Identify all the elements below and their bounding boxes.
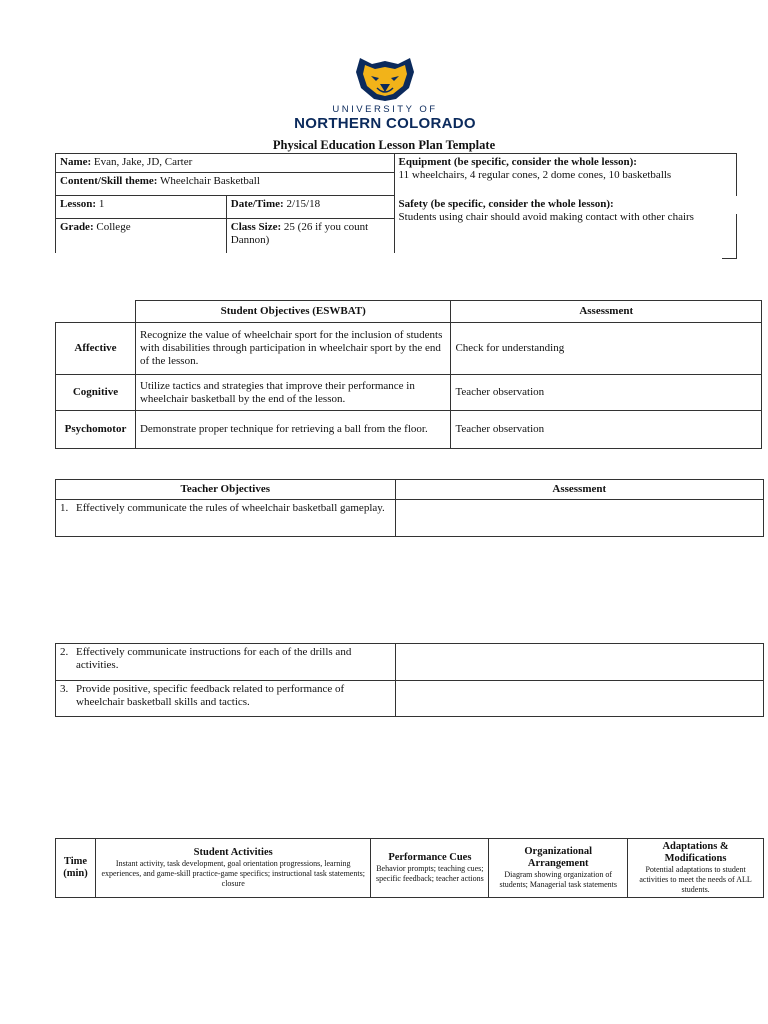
organizational-header-cell bbox=[489, 839, 628, 898]
grade-value: College bbox=[96, 221, 131, 233]
lesson-value: 1 bbox=[98, 198, 105, 210]
info-table-right-edge bbox=[736, 214, 737, 259]
lesson-label: Lesson: bbox=[60, 198, 97, 210]
domain-affective: Affective bbox=[56, 323, 136, 375]
safety-cell bbox=[394, 196, 736, 254]
adaptations-subtext: Potential adaptations to student activities to meet the needs of ALL students. bbox=[639, 865, 752, 894]
logo-university-name: NORTHERN COLORADO bbox=[294, 115, 476, 132]
theme-value: Wheelchair Basketball bbox=[160, 175, 260, 187]
university-logo bbox=[290, 52, 480, 132]
name-label: Name: bbox=[60, 156, 92, 168]
teacher-objective-number: 3. bbox=[60, 683, 69, 695]
equipment-label: Equipment (be specific, consider the whole lesson): bbox=[398, 156, 637, 168]
teacher-objective-text: Effectively communicate instructions for each of the drills and activities. bbox=[76, 646, 352, 671]
student-activities-header: Student Activities bbox=[193, 847, 273, 858]
teacher-objective-text: Provide positive, specific feedback related to performance of wheelchair basketball skills and tactics. bbox=[76, 683, 345, 708]
theme-label: Content/Skill theme: bbox=[60, 175, 158, 187]
safety-value: Students using chair should avoid making contact with other chairs bbox=[398, 210, 694, 223]
performance-cues-subtext: Behavior prompts; teaching cues; specific feedback; teacher actions bbox=[376, 864, 484, 883]
adaptations-header-cell bbox=[628, 839, 764, 898]
performance-cues-header-cell bbox=[371, 839, 489, 898]
equipment-cell bbox=[394, 154, 736, 196]
teacher-assessment-header: Assessment bbox=[395, 480, 763, 500]
classsize-value: 25 (26 if you count Dannon) bbox=[230, 221, 369, 246]
teacher-objective-number: 1. bbox=[60, 502, 69, 514]
lesson-cell bbox=[56, 196, 227, 219]
objective-row bbox=[56, 323, 762, 375]
student-objectives-blank-header bbox=[56, 301, 136, 323]
datetime-label: Date/Time: bbox=[230, 198, 284, 210]
student-activities-header-cell bbox=[95, 839, 370, 898]
objective-text: Utilize tactics and strategies that improve their performance in wheelchair basketball by the end of the lesson. bbox=[135, 375, 450, 411]
student-activities-subtext: Instant activity, task development, goal orientation progressions, learning experiences, and game-skill practice-game specifics; instructional task statements; closure bbox=[101, 859, 365, 888]
theme-cell bbox=[56, 173, 395, 196]
teacher-objective-text: Effectively communicate the rules of wheelchair basketball gameplay. bbox=[76, 502, 385, 514]
equipment-value: 11 wheelchairs, 4 regular cones, 2 dome cones, 10 basketballs bbox=[398, 169, 672, 181]
name-cell bbox=[56, 154, 395, 173]
teacher-objective-row bbox=[56, 500, 764, 537]
classsize-cell bbox=[226, 219, 394, 254]
teacher-objective-cell bbox=[56, 500, 396, 537]
teacher-objective-number: 2. bbox=[60, 646, 69, 658]
domain-cognitive: Cognitive bbox=[56, 375, 136, 411]
objective-text: Demonstrate proper technique for retrieving a ball from the floor. bbox=[135, 411, 450, 449]
logo-university-of: UNIVERSITY OF bbox=[332, 104, 438, 115]
organizational-header: Organizational Arrangement bbox=[524, 846, 593, 869]
safety-label: Safety (be specific, consider the whole lesson): bbox=[398, 197, 614, 210]
bear-head-icon bbox=[348, 52, 422, 102]
teacher-objective-cell bbox=[56, 681, 396, 717]
objective-row bbox=[56, 375, 762, 411]
teacher-objective-row bbox=[56, 644, 764, 681]
student-objectives-table bbox=[55, 300, 762, 449]
time-header bbox=[56, 839, 96, 898]
time-header-label: Time (min) bbox=[63, 856, 88, 879]
teacher-objective-row bbox=[56, 681, 764, 717]
adaptations-header: Adaptations & Modifications bbox=[662, 841, 729, 864]
objective-row bbox=[56, 411, 762, 449]
datetime-cell bbox=[226, 196, 394, 219]
teacher-objectives-table bbox=[55, 479, 764, 537]
organizational-subtext: Diagram showing organization of students; Managerial task statements bbox=[499, 870, 617, 889]
page-title: Physical Education Lesson Plan Template bbox=[272, 138, 496, 152]
student-assessment-header: Assessment bbox=[451, 301, 762, 323]
objective-assessment: Teacher observation bbox=[451, 411, 762, 449]
lesson-info-table bbox=[55, 153, 737, 253]
objective-text: Recognize the value of wheelchair sport for the inclusion of students with disabilities through participation in wheelchair sport by the end of the lesson. bbox=[135, 323, 450, 375]
grade-label: Grade: bbox=[60, 221, 94, 233]
teacher-objective-assessment bbox=[395, 644, 763, 681]
teacher-objective-assessment bbox=[395, 500, 763, 537]
teacher-objectives-table-continued bbox=[55, 643, 764, 717]
activities-header-table bbox=[55, 838, 764, 898]
info-table-corner-mark bbox=[722, 258, 737, 259]
classsize-label: Class Size: bbox=[230, 221, 282, 233]
domain-psychomotor: Psychomotor bbox=[56, 411, 136, 449]
grade-cell bbox=[56, 219, 227, 254]
teacher-objective-cell bbox=[56, 644, 396, 681]
objective-assessment: Check for understanding bbox=[451, 323, 762, 375]
student-objectives-header: Student Objectives (ESWBAT) bbox=[135, 301, 450, 323]
name-value: Evan, Jake, JD, Carter bbox=[93, 156, 193, 168]
performance-cues-header: Performance Cues bbox=[388, 852, 472, 863]
teacher-objective-assessment bbox=[395, 681, 763, 717]
objective-assessment: Teacher observation bbox=[451, 375, 762, 411]
datetime-value: 2/15/18 bbox=[286, 198, 321, 210]
teacher-objectives-header: Teacher Objectives bbox=[56, 480, 396, 500]
